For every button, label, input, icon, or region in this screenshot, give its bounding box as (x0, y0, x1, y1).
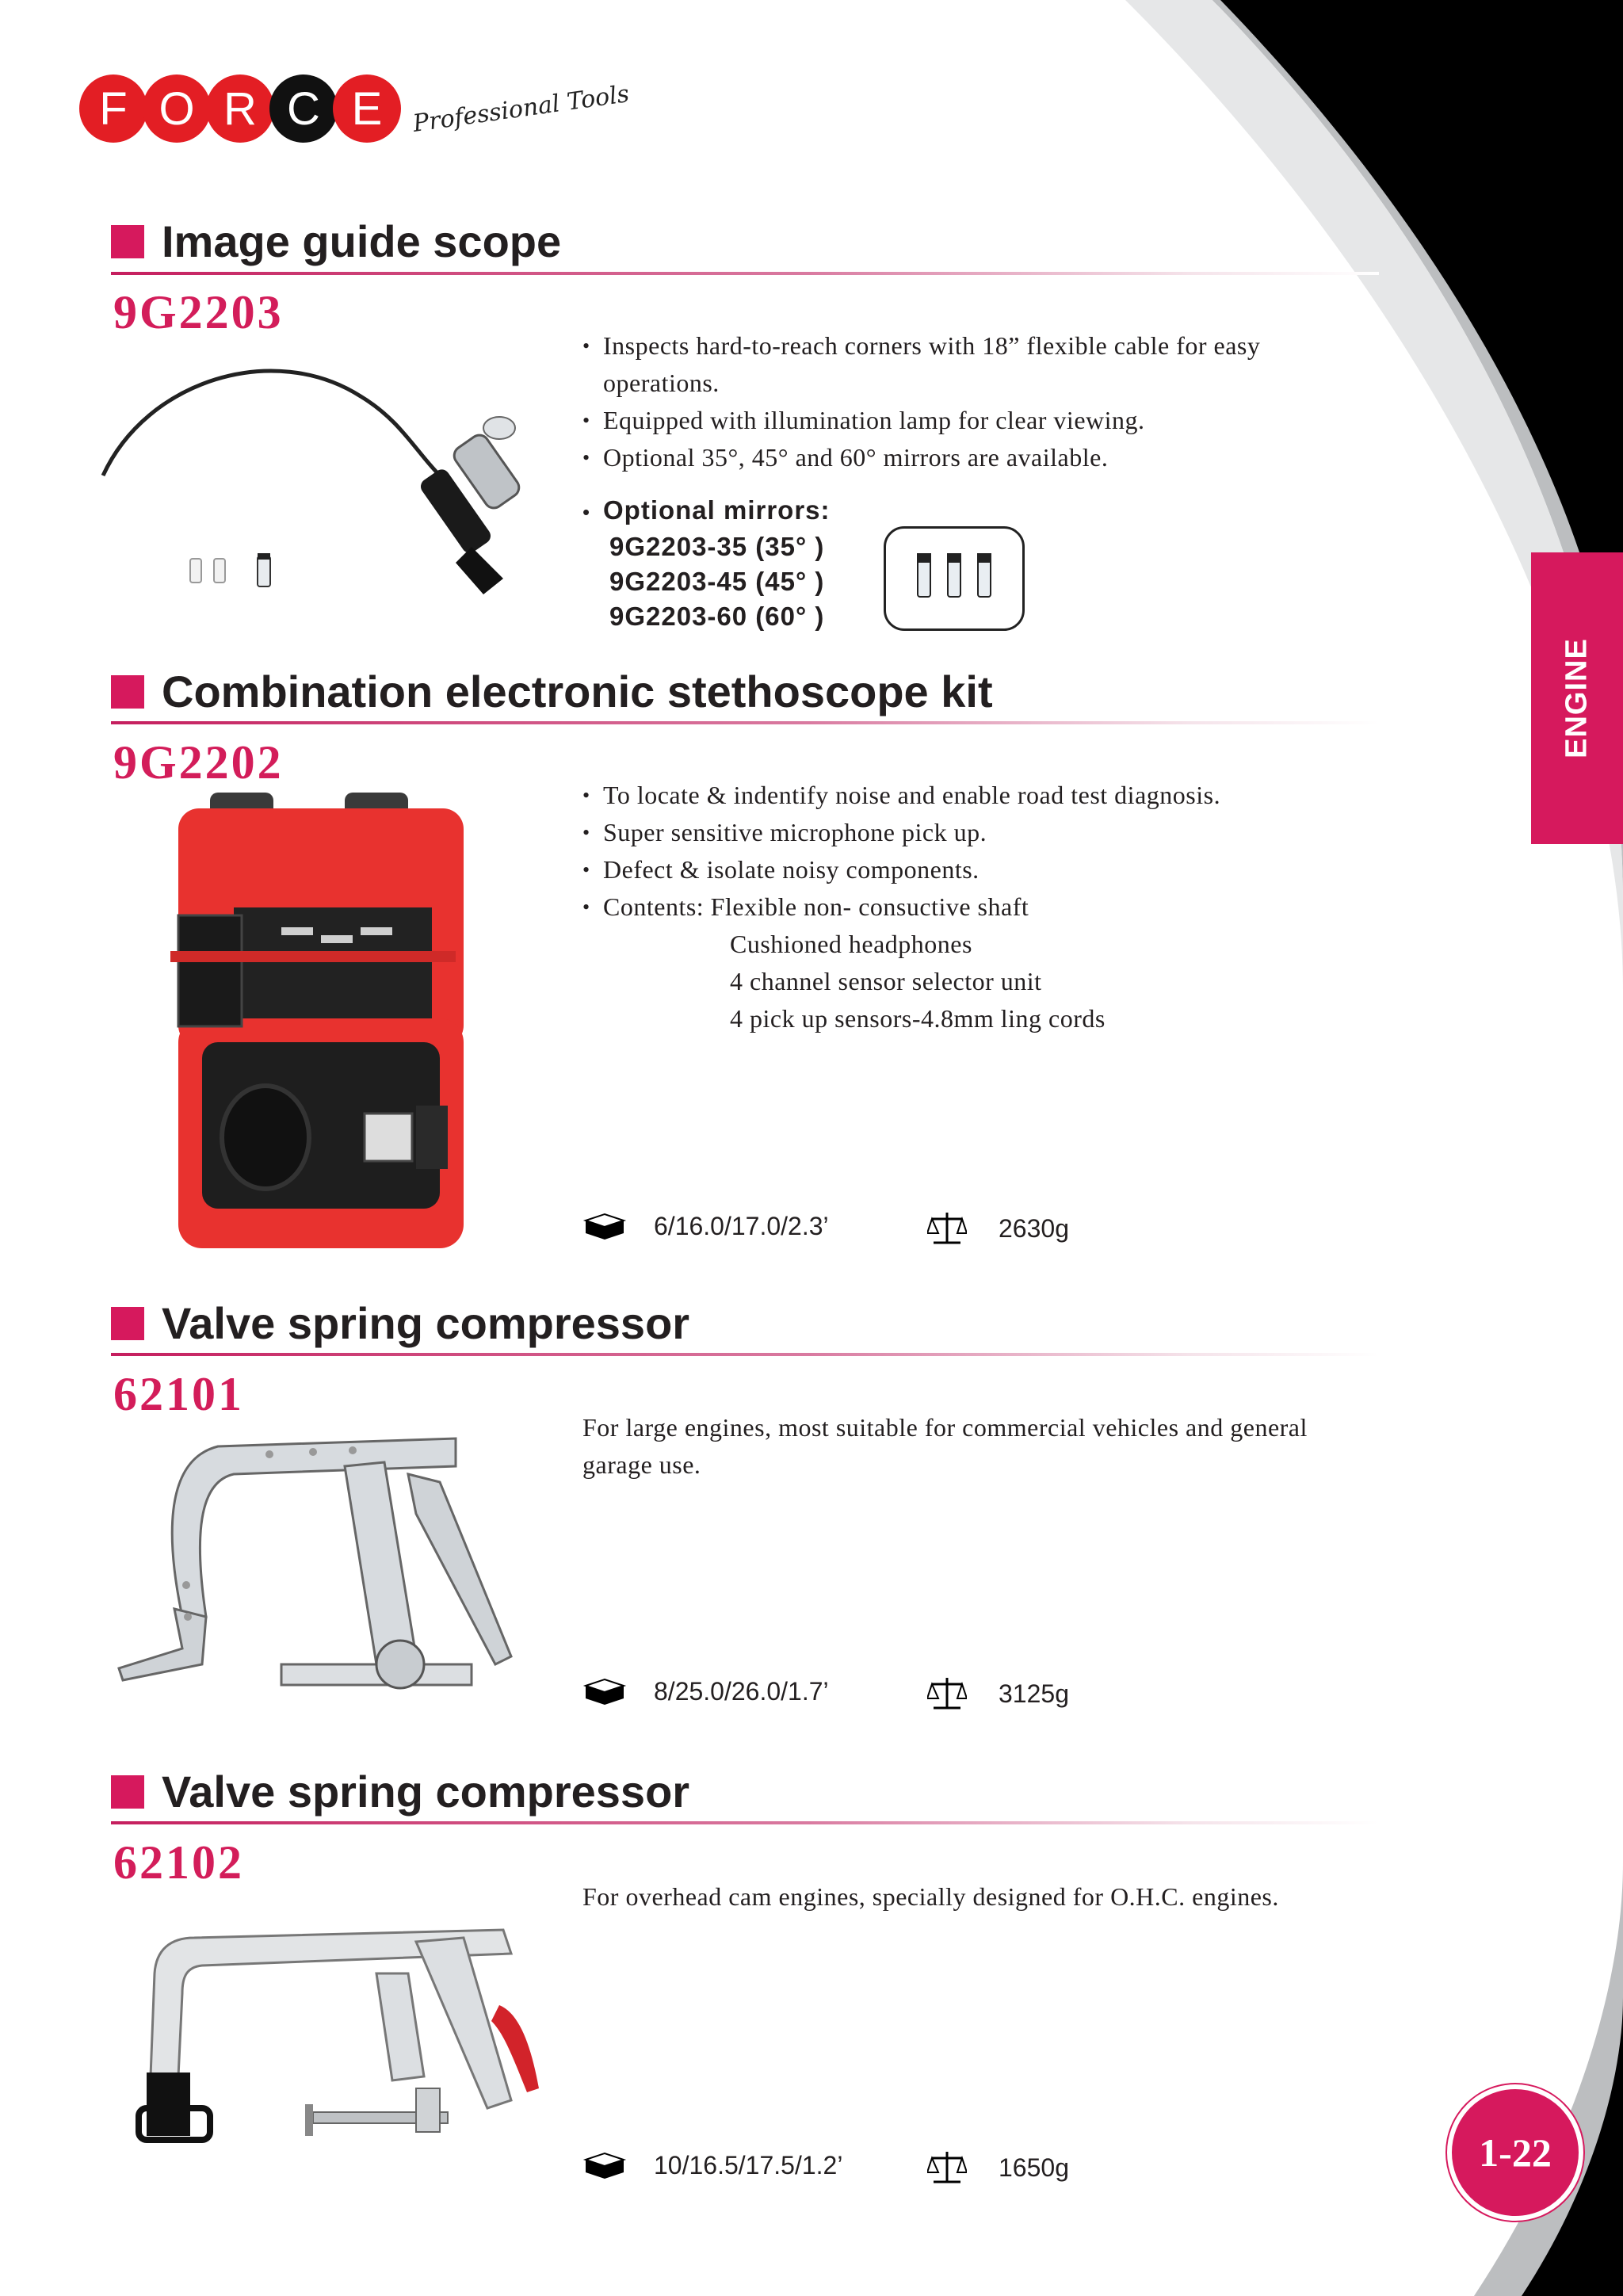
page-number-badge: 1-22 (1447, 2084, 1583, 2221)
packing-info (582, 1676, 829, 1706)
side-tab-engine[interactable] (1531, 552, 1623, 844)
optional-item: 9G2203-35 (35° ) (609, 532, 825, 561)
section-title-image-guide-scope (111, 216, 561, 267)
section-divider (111, 721, 1379, 724)
carton-box-icon (582, 1211, 627, 1241)
section-title-stethoscope-kit (111, 666, 993, 717)
weight-info (927, 1211, 1069, 1246)
section-title-text: Valve spring compressor (162, 1298, 690, 1348)
image-guide-scope-image (99, 349, 543, 618)
section-divider (111, 272, 1379, 275)
section-title-text: Image guide scope (162, 216, 562, 266)
section-title-text: Combination electronic stethoscope kit (162, 667, 993, 716)
description-line: garage use. (582, 1450, 701, 1479)
weight-value: 3125g (999, 1679, 1069, 1708)
optional-heading: Optional mirrors: (603, 495, 831, 525)
mirror-callout-box (884, 526, 1025, 631)
logo-letter-f: F (79, 74, 147, 143)
side-tab-label: ENGINE (1560, 638, 1594, 758)
packing-value: 6/16.0/17.0/2.3’ (654, 1211, 829, 1240)
weight-value: 1650g (999, 2153, 1069, 2182)
product-code: 62101 (113, 1368, 244, 1420)
carton-box-icon (582, 2150, 627, 2180)
section-marker (111, 225, 144, 258)
product-description (582, 1878, 1279, 1916)
valve-spring-compressor-62101-image (107, 1427, 535, 1720)
section-marker (111, 1307, 144, 1340)
scale-icon (927, 1676, 967, 1711)
contents-line: 4 channel sensor selector unit (730, 967, 1042, 995)
contents-line: Cushioned headphones (730, 930, 972, 958)
section-title-valve-spring-compressor (111, 1297, 689, 1349)
logo-letter-c: C (269, 74, 338, 143)
bullet-line: • Inspects hard-to-reach corners with 18” flexible cable for easy (582, 331, 1261, 360)
bullet-line: • Equipped with illumination lamp for clear viewing. (582, 406, 1145, 434)
valve-spring-compressor-62102-image (131, 1918, 575, 2156)
optional-item: 9G2203-60 (60° ) (609, 602, 825, 631)
description-line: For overhead cam engines, specially designed for O.H.C. engines. (582, 1882, 1279, 1911)
weight-info (927, 1676, 1069, 1711)
packing-value: 8/25.0/26.0/1.7’ (654, 1676, 829, 1706)
section-title-text: Valve spring compressor (162, 1767, 690, 1817)
logo-letter-e: E (333, 74, 401, 143)
optional-mirrors: • Optional mirrors: 9G2203-35 (35° ) 9G2203-45 (45° ) 9G2203-60 (60° ) (582, 493, 831, 634)
force-logo (79, 73, 630, 144)
carton-box-icon (582, 1676, 627, 1706)
section-marker (111, 675, 144, 709)
bullet-line: • To locate & indentify noise and enable road test diagnosis. (582, 781, 1221, 809)
logo-letter-r: R (206, 74, 274, 143)
product-code: 9G2203 (113, 286, 284, 338)
packing-info (582, 1211, 829, 1241)
scale-icon (927, 1211, 967, 1246)
bullet-line-continued: operations. (603, 369, 720, 397)
product-description (582, 1409, 1308, 1484)
stethoscope-kit-image (162, 789, 479, 1256)
logo-tagline: Professional Tools (411, 79, 632, 138)
scale-icon (927, 2150, 967, 2185)
optional-item: 9G2203-45 (45° ) (609, 567, 825, 596)
section-marker (111, 1775, 144, 1809)
product-code: 9G2202 (113, 736, 284, 789)
packing-value: 10/16.5/17.5/1.2’ (654, 2150, 843, 2179)
logo-letter-o: O (143, 74, 211, 143)
weight-value: 2630g (999, 1213, 1069, 1243)
product-code: 62102 (113, 1836, 244, 1889)
bullet-line: • Optional 35°, 45° and 60° mirrors are available. (582, 443, 1109, 472)
section-divider (111, 1353, 1379, 1356)
description-line: For large engines, most suitable for commercial vehicles and general (582, 1413, 1308, 1442)
section-divider (111, 1821, 1379, 1824)
product-description (582, 327, 1260, 476)
packing-info (582, 2150, 842, 2180)
bullet-line: • Defect & isolate noisy components. (582, 855, 980, 884)
section-title-valve-spring-compressor (111, 1766, 689, 1817)
contents-line: 4 pick up sensors-4.8mm ling cords (730, 1004, 1106, 1033)
bullet-line: • Super sensitive microphone pick up. (582, 818, 987, 846)
weight-info (927, 2150, 1069, 2185)
bullet-line: • Contents: Flexible non- consuctive shaft (582, 892, 1029, 921)
mirrors-image (886, 529, 1022, 628)
product-description (582, 777, 1220, 1037)
